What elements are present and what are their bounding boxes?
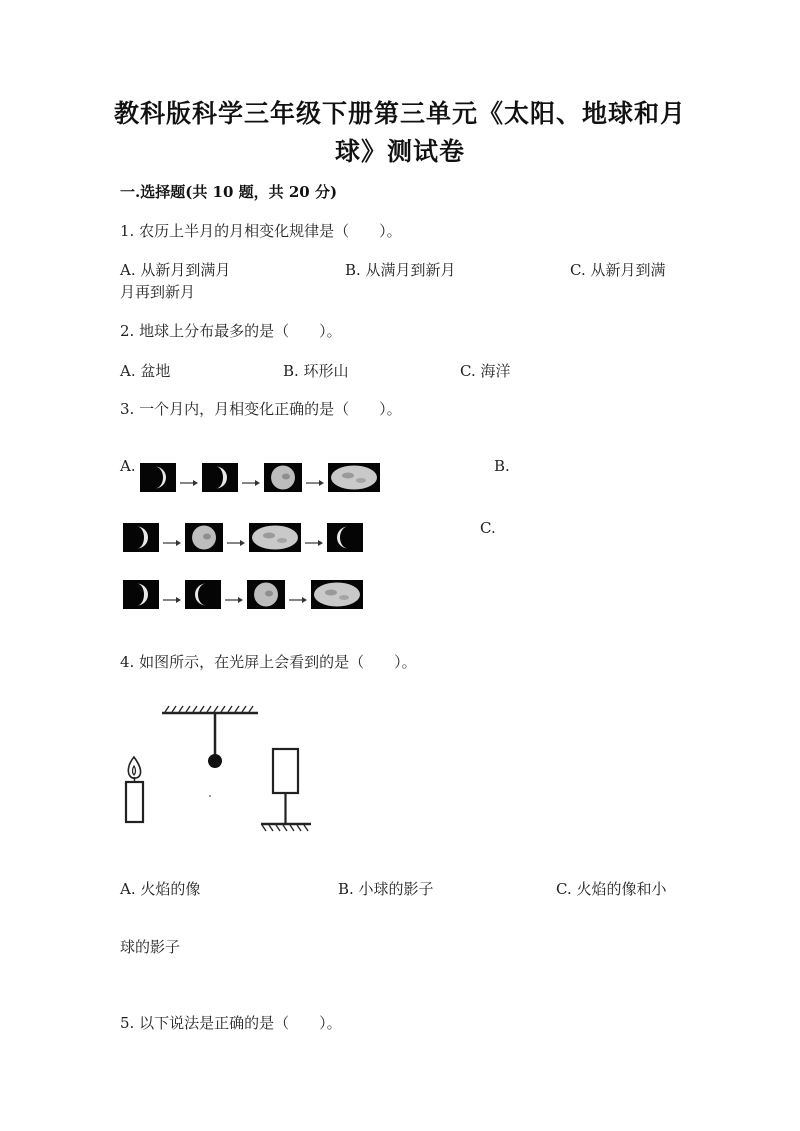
section-header: 一.选择题(共 10 题，共 20 分) (120, 183, 338, 201)
question-5: 5. 以下说法是正确的是（ ）。 (120, 1014, 342, 1032)
moon-phase-waning-crescent-image (327, 523, 363, 552)
question-3: 3. 一个月内，月相变化正确的是（ ）。 (120, 400, 402, 418)
q4-option-c[interactable]: C. 火焰的像和小 (556, 880, 667, 898)
arrow-right-icon (240, 473, 262, 483)
arrow-right-icon (223, 590, 245, 600)
moon-phase-crescent-image (202, 463, 238, 492)
arrow-right-icon (161, 533, 183, 543)
arrow-right-icon (304, 473, 326, 483)
q1-option-b[interactable]: B. 从满月到新月 (345, 261, 456, 279)
q4-option-c-continued: 球的影子 (120, 938, 181, 956)
arrow-right-icon (303, 533, 325, 543)
arrow-right-icon (225, 533, 247, 543)
arrow-right-icon (287, 590, 309, 600)
q2-option-b[interactable]: B. 环形山 (283, 362, 349, 380)
arrow-right-icon (161, 590, 183, 600)
question-1: 1. 农历上半月的月相变化规律是（ ）。 (120, 222, 402, 240)
candle-ball-screen-diagram (115, 700, 325, 835)
q1-option-a[interactable]: A. 从新月到满月 (120, 261, 231, 279)
q1-option-c-continued: 月再到新月 (120, 283, 196, 301)
candle (126, 757, 143, 822)
arrow-right-icon (178, 473, 200, 483)
moon-phase-gibbous-image (264, 463, 302, 492)
moon-phase-waning-crescent-image (185, 580, 221, 609)
ceiling-bar (162, 706, 258, 713)
moon-phase-crescent-image (123, 580, 159, 609)
q3-option-b[interactable]: B. (494, 457, 510, 475)
q2-option-c[interactable]: C. 海洋 (460, 362, 511, 380)
moon-phase-full-moon-image (311, 580, 363, 609)
question-2: 2. 地球上分布最多的是（ ）。 (120, 322, 342, 340)
question-4: 4. 如图所示，在光屏上会看到的是（ ）。 (120, 653, 417, 671)
page-title-line1: 教科版科学三年级下册第三单元《太阳、地球和月 (113, 99, 686, 128)
moon-phase-gibbous-image (247, 580, 285, 609)
small-ball (208, 754, 222, 768)
moon-phase-full-moon-image (249, 523, 301, 552)
q4-option-b[interactable]: B. 小球的影子 (338, 880, 434, 898)
q3-option-c[interactable]: C. (480, 519, 496, 537)
q1-option-c[interactable]: C. 从新月到满 (570, 261, 666, 279)
moon-phase-crescent-image (123, 523, 159, 552)
q4-option-a[interactable]: A. 火焰的像 (120, 880, 201, 898)
moon-phase-full-moon-image (328, 463, 380, 492)
moon-phase-waxing-crescent-image (140, 463, 176, 492)
light-screen (261, 749, 311, 831)
moon-phase-gibbous-image (185, 523, 223, 552)
q3-option-a[interactable]: A. (120, 457, 136, 475)
q2-option-a[interactable]: A. 盆地 (120, 362, 171, 380)
page-title-line2: 球》测试卷 (334, 137, 465, 166)
